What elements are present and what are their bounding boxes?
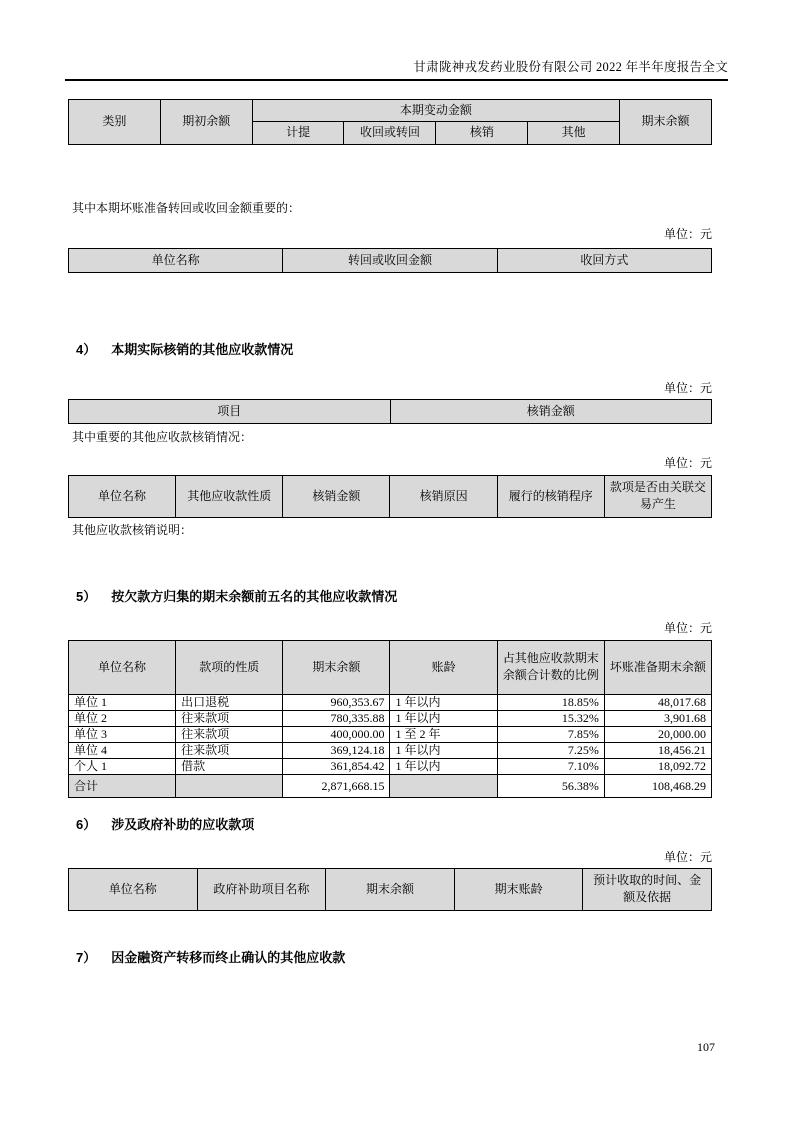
section-4-number: 4）: [76, 341, 97, 357]
header-cell-writeoff: 核销: [436, 122, 528, 144]
cell-nature: 往来款项: [176, 742, 283, 758]
header-rule: [65, 79, 728, 81]
cell-aging: 1 至 2 年: [390, 726, 497, 742]
section-7-number: 7）: [76, 949, 97, 965]
cell-nature: 出口退税: [176, 694, 283, 710]
document-header-title: 甘肃陇神戎发药业股份有限公司 2022 年半年度报告全文: [413, 60, 728, 74]
unit-label: 单位：元: [663, 226, 712, 241]
section-5-number: 5）: [76, 588, 97, 604]
header-cell-ratio: 占其他应收款期末余额合计数的比例: [497, 640, 604, 694]
cell-ratio: 7.10%: [497, 758, 604, 774]
unit-label: 单位：元: [663, 620, 712, 635]
paragraph-writeoff-important: 其中重要的其他应收款核销情况：: [72, 429, 253, 444]
cell-provision: 18,092.72: [604, 758, 711, 774]
section-7-heading: [68, 949, 712, 967]
cell-name: 单位 1: [69, 694, 176, 710]
cell-provision: 48,017.68: [604, 694, 711, 710]
header-cell-expected-collection: 预计收取的时间、金额及依据: [583, 868, 712, 910]
header-cell-reason: 核销原因: [390, 475, 497, 517]
writeoff-detail-table: [68, 475, 712, 518]
header-cell-recovery-method: 收回方式: [497, 248, 711, 272]
header-cell-nature: 其他应收款性质: [176, 475, 283, 517]
cell-balance: 780,335.88: [283, 710, 390, 726]
header-cell-writeoff-amount: 核销金额: [390, 399, 712, 423]
recovery-table: [68, 248, 712, 273]
unit-label: 单位：元: [663, 849, 712, 864]
cell-provision: 18,456.21: [604, 742, 711, 758]
table-row: [69, 758, 712, 774]
header-cell-procedure: 履行的核销程序: [497, 475, 604, 517]
section-7-title: 因金融资产转移而终止确认的其他应收款: [111, 949, 346, 965]
header-cell-item: 项目: [69, 399, 391, 423]
header-cell-nature: 款项的性质: [176, 640, 283, 694]
header-cell-provision: 坏账准备期末余额: [604, 640, 711, 694]
cell-nature: 往来款项: [176, 726, 283, 742]
cell-provision: 20,000.00: [604, 726, 711, 742]
header-cell-closing-aging: 期末账龄: [454, 868, 583, 910]
cell-total-label: 合计: [69, 774, 176, 797]
table-total-row: [69, 774, 712, 797]
section-4-heading: [68, 341, 712, 359]
cell-total-balance: 2,871,668.15: [283, 774, 390, 797]
header-cell-recovery-amount: 转回或收回金额: [283, 248, 497, 272]
header-cell-closing-balance: 期末余额: [620, 100, 712, 145]
section-6-title: 涉及政府补助的应收款项: [111, 816, 255, 832]
cell-name: 单位 2: [69, 710, 176, 726]
cell-provision: 3,901.68: [604, 710, 711, 726]
cell-aging: 1 年以内: [390, 710, 497, 726]
unit-label: 单位：元: [663, 455, 712, 470]
header-cell-accrual: 计提: [252, 122, 344, 144]
section-5-heading: [68, 588, 712, 606]
cell-empty: [390, 774, 497, 797]
cell-name: 单位 4: [69, 742, 176, 758]
table-row: [69, 694, 712, 710]
paragraph-recovery-important: 其中本期坏账准备转回或收回金额重要的：: [72, 200, 301, 215]
cell-ratio: 7.25%: [497, 742, 604, 758]
header-cell-other: 其他: [528, 122, 620, 144]
header-cell-project-name: 政府补助项目名称: [197, 868, 326, 910]
cell-nature: 借款: [176, 758, 283, 774]
cell-aging: 1 年以内: [390, 758, 497, 774]
header-cell-unit-name: 单位名称: [69, 640, 176, 694]
header-cell-recovery: 收回或转回: [344, 122, 436, 144]
header-cell-change-group: 本期变动金额: [252, 100, 619, 122]
cell-total-provision: 108,468.29: [604, 774, 711, 797]
section-4-title: 本期实际核销的其他应收款情况: [111, 341, 294, 357]
cell-name: 单位 3: [69, 726, 176, 742]
section-6-heading: [68, 816, 712, 834]
page-content: [68, 57, 728, 967]
cell-balance: 400,000.00: [283, 726, 390, 742]
cell-balance: 361,854.42: [283, 758, 390, 774]
bad-debt-change-table: [68, 99, 712, 145]
table-row: [69, 726, 712, 742]
cell-aging: 1 年以内: [390, 694, 497, 710]
header-cell-related-party: 款项是否由关联交易产生: [604, 475, 711, 517]
cell-total-ratio: 56.38%: [497, 774, 604, 797]
section-5-title: 按欠款方归集的期末余额前五名的其他应收款情况: [111, 588, 398, 604]
cell-nature: 往来款项: [176, 710, 283, 726]
header-cell-opening-balance: 期初余额: [160, 100, 252, 145]
page-number: 107: [697, 1040, 715, 1054]
section-6-number: 6）: [76, 816, 97, 832]
header-cell-unit-name: 单位名称: [69, 475, 176, 517]
cell-balance: 960,353.67: [283, 694, 390, 710]
paragraph-writeoff-note: 其他应收款核销说明：: [72, 522, 193, 537]
cell-balance: 369,124.18: [283, 742, 390, 758]
table-row: [69, 710, 712, 726]
writeoff-table: [68, 399, 712, 424]
header-cell-closing-balance: 期末余额: [326, 868, 455, 910]
top5-receivables-table: [68, 640, 712, 798]
cell-ratio: 15.32%: [497, 710, 604, 726]
cell-ratio: 18.85%: [497, 694, 604, 710]
header-cell-category: 类别: [69, 100, 161, 145]
table-row: [69, 742, 712, 758]
unit-label: 单位：元: [663, 380, 712, 395]
cell-name: 个人 1: [69, 758, 176, 774]
cell-empty: [176, 774, 283, 797]
header-cell-unit-name: 单位名称: [69, 248, 283, 272]
cell-ratio: 7.85%: [497, 726, 604, 742]
cell-aging: 1 年以内: [390, 742, 497, 758]
header-cell-amount: 核销金额: [283, 475, 390, 517]
header-cell-unit-name: 单位名称: [69, 868, 198, 910]
header-cell-aging: 账龄: [390, 640, 497, 694]
government-grant-table: [68, 868, 712, 911]
header-cell-closing-balance: 期末余额: [283, 640, 390, 694]
